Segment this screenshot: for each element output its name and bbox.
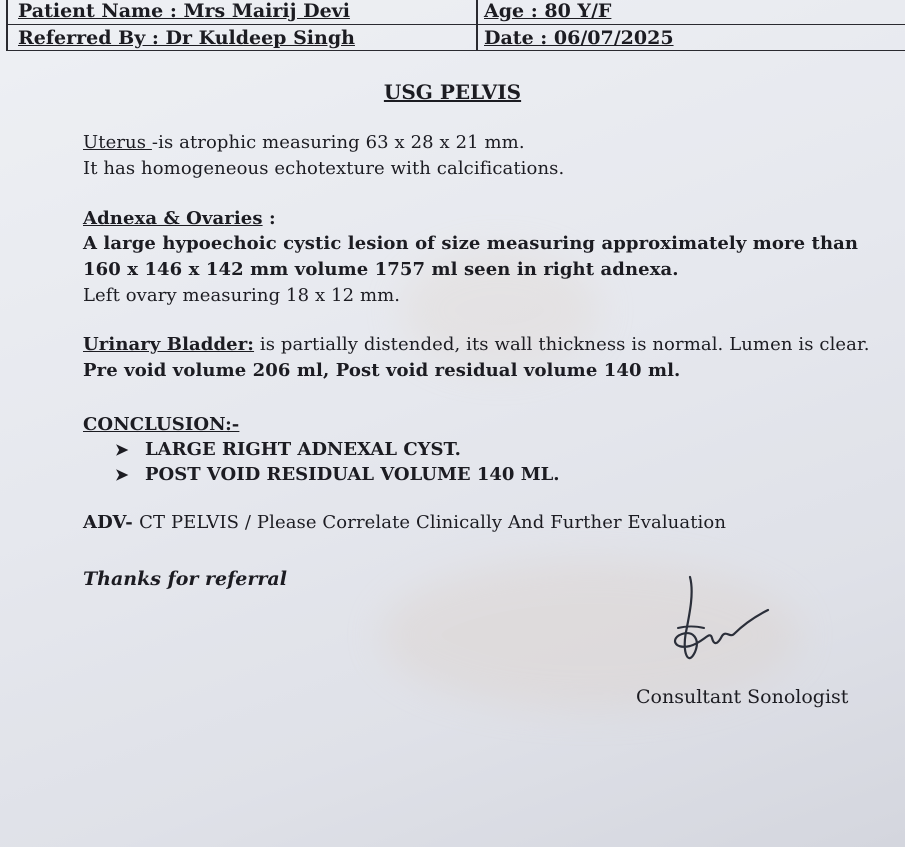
bladder-finding: is partially distended, its wall thickness is normal. Lumen is clear. [254,334,870,355]
bladder-heading: Urinary Bladder: [83,334,255,355]
conclusion-item [115,464,560,485]
adnexa-heading: Adnexa & Ovaries [83,208,263,229]
referred-by: Referred By : Dr Kuldeep Singh [18,27,355,49]
adnexa-line-1: A large hypoechoic cystic lesion of size measuring approximately more than [83,233,859,254]
conclusion-heading: CONCLUSION:- [83,414,240,435]
signatory-title: Consultant Sonologist [636,686,849,708]
thanks-note: Thanks for referral [83,568,287,590]
arrowhead-icon: ➤ [115,465,129,484]
adnexa-line-3: Left ovary measuring 18 x 12 mm. [83,285,401,306]
advice-prefix: ADV- [83,512,140,533]
header-row-1 [6,0,905,25]
header-row-2 [6,25,905,51]
bladder-line-1 [83,334,870,355]
uterus-line-1 [83,132,525,153]
patient-age: Age : 80 Y/F [484,0,612,22]
adnexa-heading-line [83,208,276,229]
uterus-heading: Uterus [83,132,152,153]
uterus-finding: -is atrophic measuring 63 x 28 x 21 mm. [151,132,525,153]
patient-header-table [6,0,905,50]
uterus-line-2: It has homogeneous echotexture with calcifications. [83,158,565,179]
adnexa-line-2: 160 x 146 x 142 mm volume 1757 ml seen in right adnexa. [83,259,679,280]
advice-text: CT PELVIS / Please Correlate Clinically And Further Evaluation [139,512,727,533]
advice-line [83,512,726,533]
conclusion-item [115,439,461,460]
report-title: USG PELVIS [383,80,522,104]
conclusion-item-text: LARGE RIGHT ADNEXAL CYST. [145,439,461,460]
header-divider [476,0,478,50]
bladder-line-2: Pre void volume 206 ml, Post void residual volume 140 ml. [83,360,681,381]
patient-name: Patient Name : Mrs Mairij Devi [18,0,350,22]
signature-icon [660,572,780,682]
report-date: Date : 06/07/2025 [484,27,674,49]
arrowhead-icon: ➤ [115,440,129,459]
conclusion-item-text: POST VOID RESIDUAL VOLUME 140 ML. [145,464,560,485]
adnexa-colon: : [262,208,276,229]
